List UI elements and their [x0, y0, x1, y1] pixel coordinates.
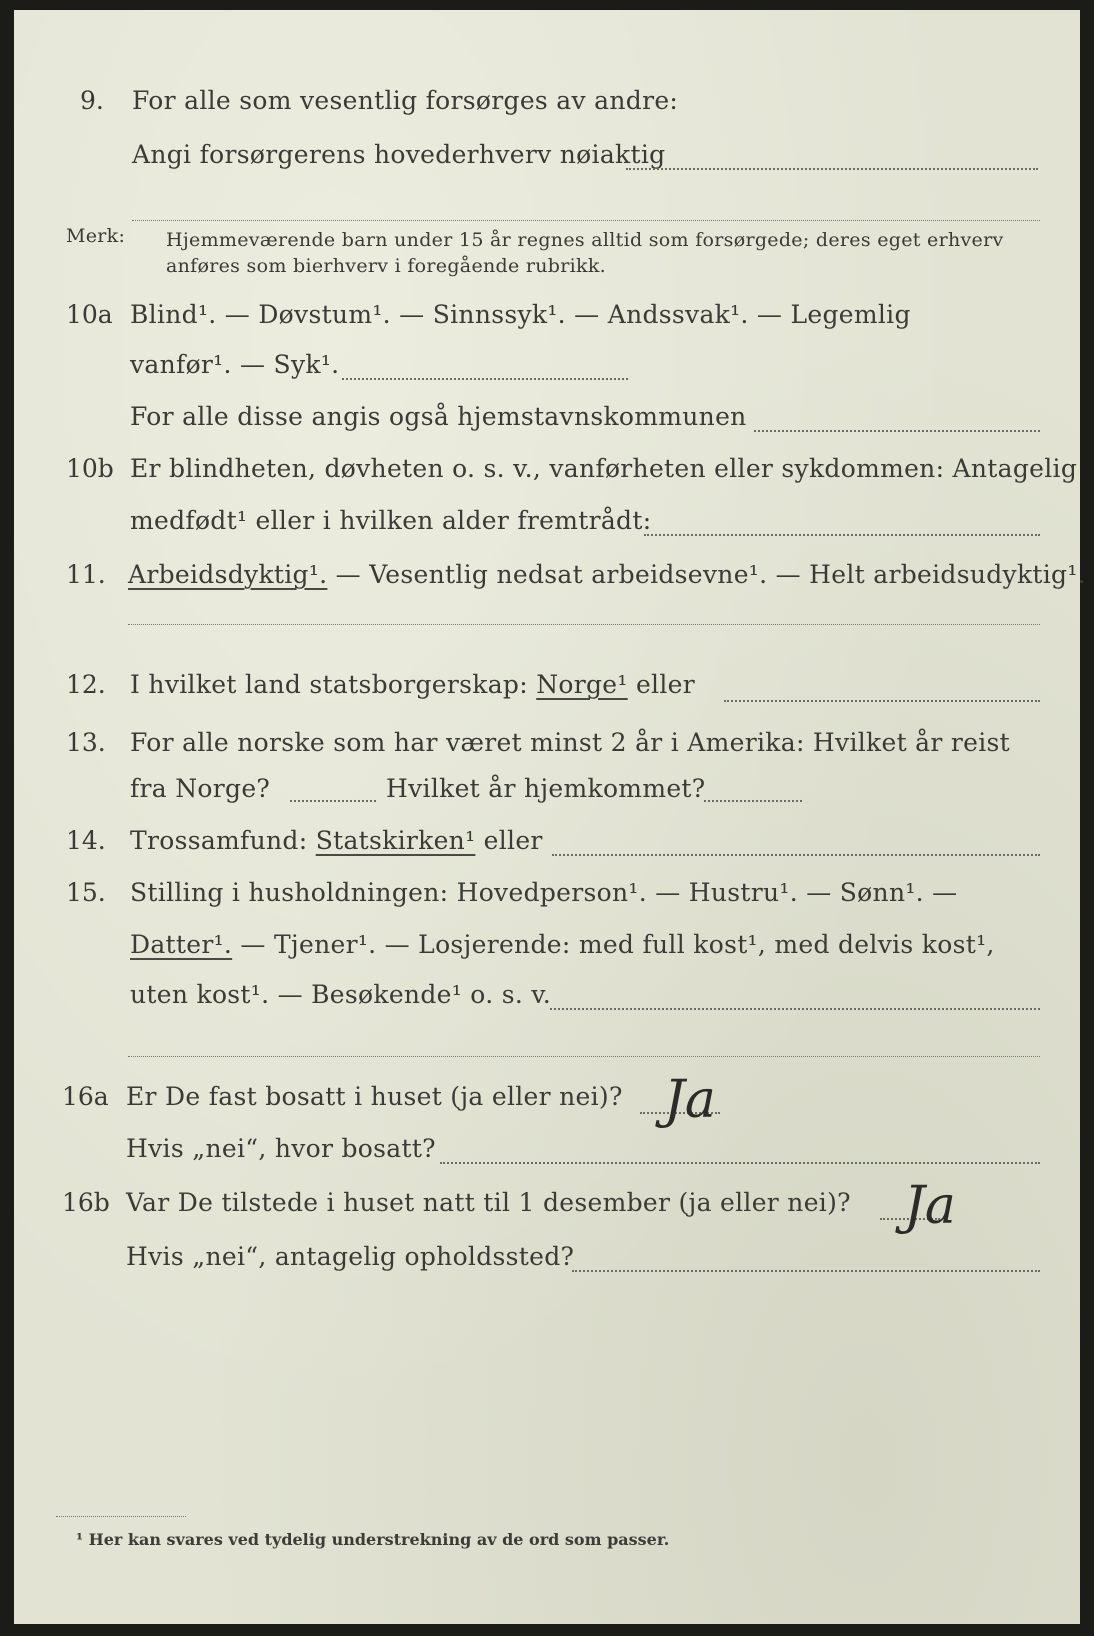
q12-post: eller	[627, 670, 695, 699]
q14-number: 14.	[66, 826, 106, 855]
q11-option-arbeidsdyktig[interactable]: Arbeidsdyktig¹.	[128, 560, 328, 589]
q15-line3: uten kost¹. — Besøkende¹ o. s. v.	[130, 980, 552, 1009]
q14-answer-line[interactable]	[552, 854, 1040, 856]
q13-number: 13.	[66, 728, 106, 757]
q16a-bosatt-line[interactable]	[440, 1162, 1040, 1164]
q15-extra-line[interactable]	[128, 1056, 1040, 1057]
q9-answer-line[interactable]	[626, 168, 1038, 170]
q10a-line3: For alle disse angis også hjemstavnskommunen	[130, 402, 747, 431]
q13-line2a: fra Norge?	[130, 774, 271, 803]
q13-hjemkommet-line[interactable]	[704, 800, 802, 802]
q15-number: 15.	[66, 878, 106, 907]
q10a-line1: Blind¹. — Døvstum¹. — Sinnssyk¹. — Andssvak¹. — Legemlig	[130, 300, 911, 329]
q16a-number: 16a	[62, 1082, 109, 1111]
q16a-handwritten-answer: Ja	[664, 1070, 716, 1130]
q10b-line2: medfødt¹ eller i hvilken alder fremtrådt:	[130, 506, 652, 535]
q12-pre: I hvilket land statsborgerskap:	[130, 670, 537, 699]
q16a-line1: Er De fast bosatt i huset (ja eller nei)?	[126, 1082, 623, 1111]
q10b-number: 10b	[66, 454, 114, 483]
q14-line	[130, 826, 543, 856]
q9-line2: Angi forsørgerens hovederhverv nøiaktig	[132, 140, 666, 169]
q9-line1: For alle som vesentlig forsørges av andre:	[132, 86, 679, 115]
q11-rest: — Vesentlig nedsat arbeidsevne¹. — Helt arbeidsudyktig¹.	[327, 560, 1086, 589]
q16a-line2: Hvis „nei“, hvor bosatt?	[126, 1134, 436, 1163]
census-form-page	[14, 10, 1086, 1624]
q13-line2b: Hvilket år hjemkommet?	[386, 774, 706, 803]
q16b-line2: Hvis „nei“, antagelig opholdssted?	[126, 1242, 575, 1271]
q15-line1: Stilling i husholdningen: Hovedperson¹. — Hustru¹. — Sønn¹. —	[130, 878, 958, 907]
q14-option-statskirken[interactable]: Statskirken¹	[315, 826, 476, 855]
q16b-line1: Var De tilstede i huset natt til 1 desember (ja eller nei)?	[126, 1188, 851, 1217]
q11-answer-line[interactable]	[128, 624, 1040, 625]
q11-number: 11.	[66, 560, 106, 589]
q12-line	[130, 670, 695, 700]
q14-pre: Trossamfund:	[130, 826, 316, 855]
q12-number: 12.	[66, 670, 106, 699]
q12-answer-line[interactable]	[724, 700, 1040, 702]
footnote: ¹ Her kan svares ved tydelig understrekning av de ord som passer.	[76, 1530, 670, 1549]
merk-line2: anføres som bierhverv i foregående rubrikk.	[166, 255, 606, 277]
q10b-answer-line[interactable]	[644, 534, 1040, 536]
q15-answer-line[interactable]	[550, 1008, 1040, 1010]
q16b-handwritten-answer: Ja	[904, 1176, 956, 1236]
q11-line	[128, 560, 1086, 590]
q10b-line1: Er blindheten, døvheten o. s. v., vanførheten eller sykdommen: Antagelig	[130, 454, 1078, 483]
q15-line2-rest: — Tjener¹. — Losjerende: med full kost¹, med delvis kost¹,	[232, 930, 995, 959]
q9-number: 9.	[80, 86, 104, 115]
q15-option-datter[interactable]: Datter¹.	[130, 930, 233, 959]
q12-option-norge[interactable]: Norge¹	[536, 670, 628, 699]
q16b-opholdssted-line[interactable]	[572, 1270, 1040, 1272]
q10a-line2: vanfør¹. — Syk¹.	[130, 350, 340, 379]
merk-line1: Hjemmeværende barn under 15 år regnes alltid som forsørgede; deres eget erhverv	[166, 229, 1004, 251]
q15-line2	[130, 930, 995, 960]
divider	[132, 220, 1040, 221]
q13-reist-line[interactable]	[290, 800, 376, 802]
q13-line1: For alle norske som har været minst 2 år i Amerika: Hvilket år reist	[130, 728, 1011, 757]
q14-post: eller	[475, 826, 543, 855]
q10a-answer-line[interactable]	[342, 378, 628, 380]
footnote-divider	[56, 1516, 186, 1517]
q16b-number: 16b	[62, 1188, 110, 1217]
q10a-hjemstavn-line[interactable]	[754, 430, 1040, 432]
q10a-number: 10a	[66, 300, 113, 329]
merk-label: Merk:	[66, 225, 126, 247]
